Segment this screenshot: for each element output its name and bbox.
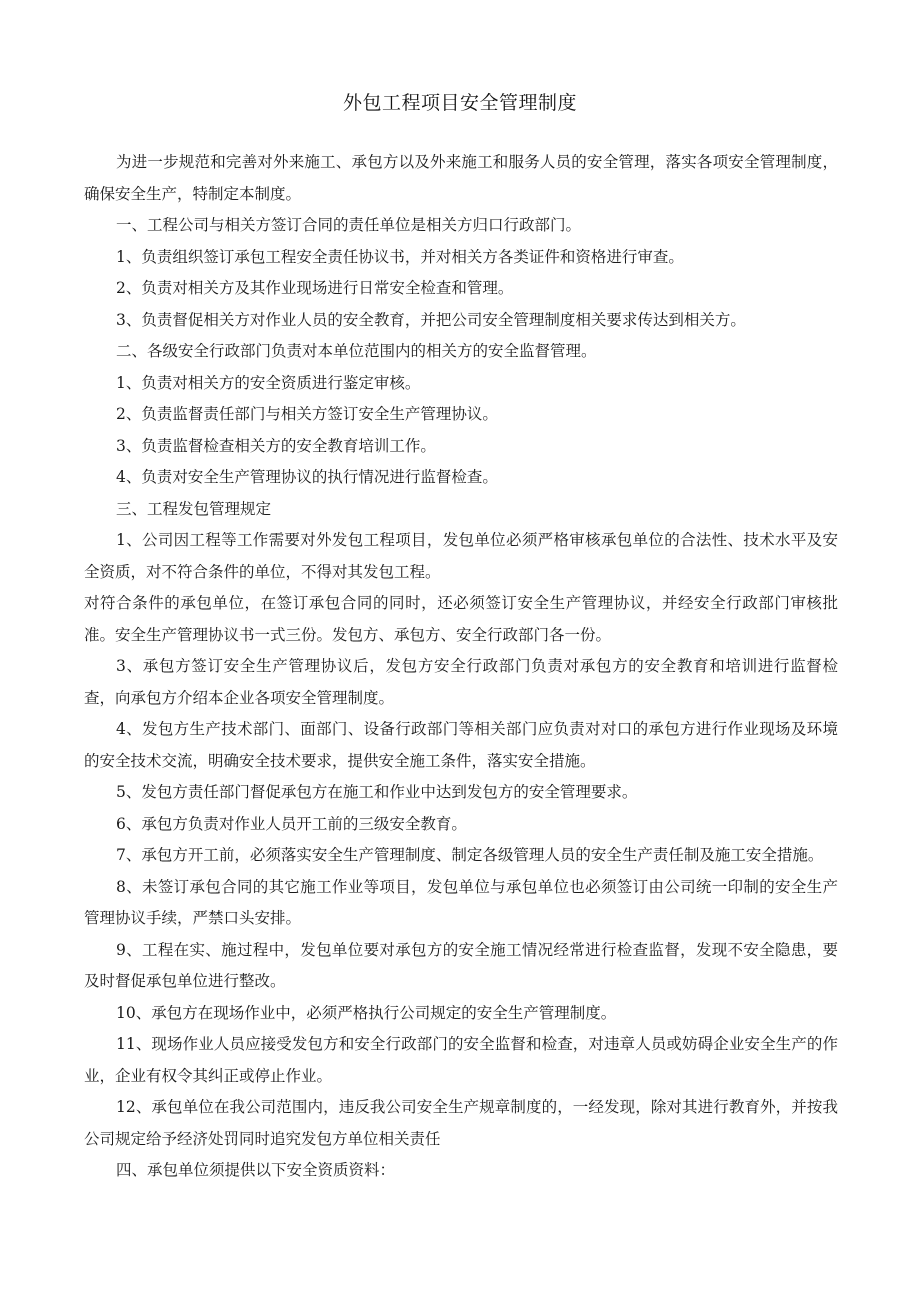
- paragraph: 为进一步规范和完善对外来施工、承包方以及外来施工和服务人员的安全管理，落实各项安全管理制度，确保安全生产，特制定本制度。: [84, 153, 838, 203]
- paragraph: 2、负责对相关方及其作业现场进行日常安全检查和管理。: [116, 279, 514, 297]
- paragraph: 11、现场作业人员应接受发包方和安全行政部门的安全监督和检查，对违章人员或妨碍企业安全生产的作业，企业有权令其纠正或停止作业。: [84, 1035, 838, 1085]
- paragraph: 8、未签订承包合同的其它施工作业等项目，发包单位与承包单位也必须签订由公司统一印制的安全生产管理协议手续，严禁口头安排。: [84, 877, 838, 927]
- paragraph: 1、负责对相关方的安全资质进行鉴定审核。: [116, 373, 421, 392]
- paragraph: 6、承包方负责对作业人员开工前的三级安全教育。: [116, 814, 467, 833]
- paragraph: 2、负责监督责任部门与相关方签订安全生产管理协议。: [116, 405, 498, 423]
- document-title: 外包工程项目安全管理制度: [342, 92, 577, 114]
- paragraph: 一、工程公司与相关方签订合同的责任单位是相关方归口行政部门。: [116, 216, 582, 234]
- paragraph: 1、负责组织签订承包工程安全责任协议书，并对相关方各类证件和资格进行审查。: [116, 247, 684, 266]
- paragraph: 3、承包方签订安全生产管理协议后，发包方安全行政部门负责对承包方的安全教育和培训进行监督检查，向承包方介绍本企业各项安全管理制度。: [84, 657, 838, 707]
- paragraph: 二、各级安全行政部门负责对本单位范围内的相关方的安全监督管理。: [116, 342, 597, 360]
- paragraph: 3、负责督促相关方对作业人员的安全教育，并把公司安全管理制度相关要求传达到相关方。: [116, 310, 746, 329]
- paragraph: 3、负责监督检查相关方的安全教育培训工作。: [116, 436, 436, 455]
- paragraph: 三、工程发包管理规定: [116, 499, 272, 518]
- paragraph: 5、发包方责任部门督促承包方在施工和作业中达到发包方的安全管理要求。: [116, 783, 638, 801]
- paragraph: 12、承包单位在我公司范围内，违反我公司安全生产规章制度的，一经发现，除对其进行教育外，并按我公司规定给予经济处罚同时追究发包方单位相关责任: [84, 1098, 838, 1148]
- paragraph: 4、负责对安全生产管理协议的执行情况进行监督检查。: [116, 468, 498, 486]
- paragraph: 1、公司因工程等工作需要对外发包工程项目，发包单位必须严格审核承包单位的合法性、技术水平及安全资质，对不符合条件的单位，不得对其发包工程。: [84, 531, 838, 581]
- paragraph: 7、承包方开工前，必须落实安全生产管理制度、制定各级管理人员的安全生产责任制及施工安全措施。: [116, 846, 824, 864]
- paragraph: 四、承包单位须提供以下安全资质资料：: [116, 1161, 396, 1179]
- paragraph: 10、承包方在现场作业中，必须严格执行公司规定的安全生产管理制度。: [116, 1003, 617, 1022]
- paragraph: 9、工程在实、施过程中，发包单位要对承包方的安全施工情况经常进行检查监督，发现不安全隐患，要及时督促承包单位进行整改。: [84, 940, 838, 990]
- paragraph: 4、发包方生产技术部门、面部门、设备行政部门等相关部门应负责对对口的承包方进行作业现场及环境的安全技术交流，明确安全技术要求，提供安全施工条件，落实安全措施。: [84, 720, 838, 770]
- document-body: [84, 147, 838, 1187]
- paragraph: 对符合条件的承包单位，在签订承包合同的同时，还必须签订安全生产管理协议，并经安全行政部门审核批准。安全生产管理协议书一式三份。发包方、承包方、安全行政部门各一份。: [84, 594, 838, 644]
